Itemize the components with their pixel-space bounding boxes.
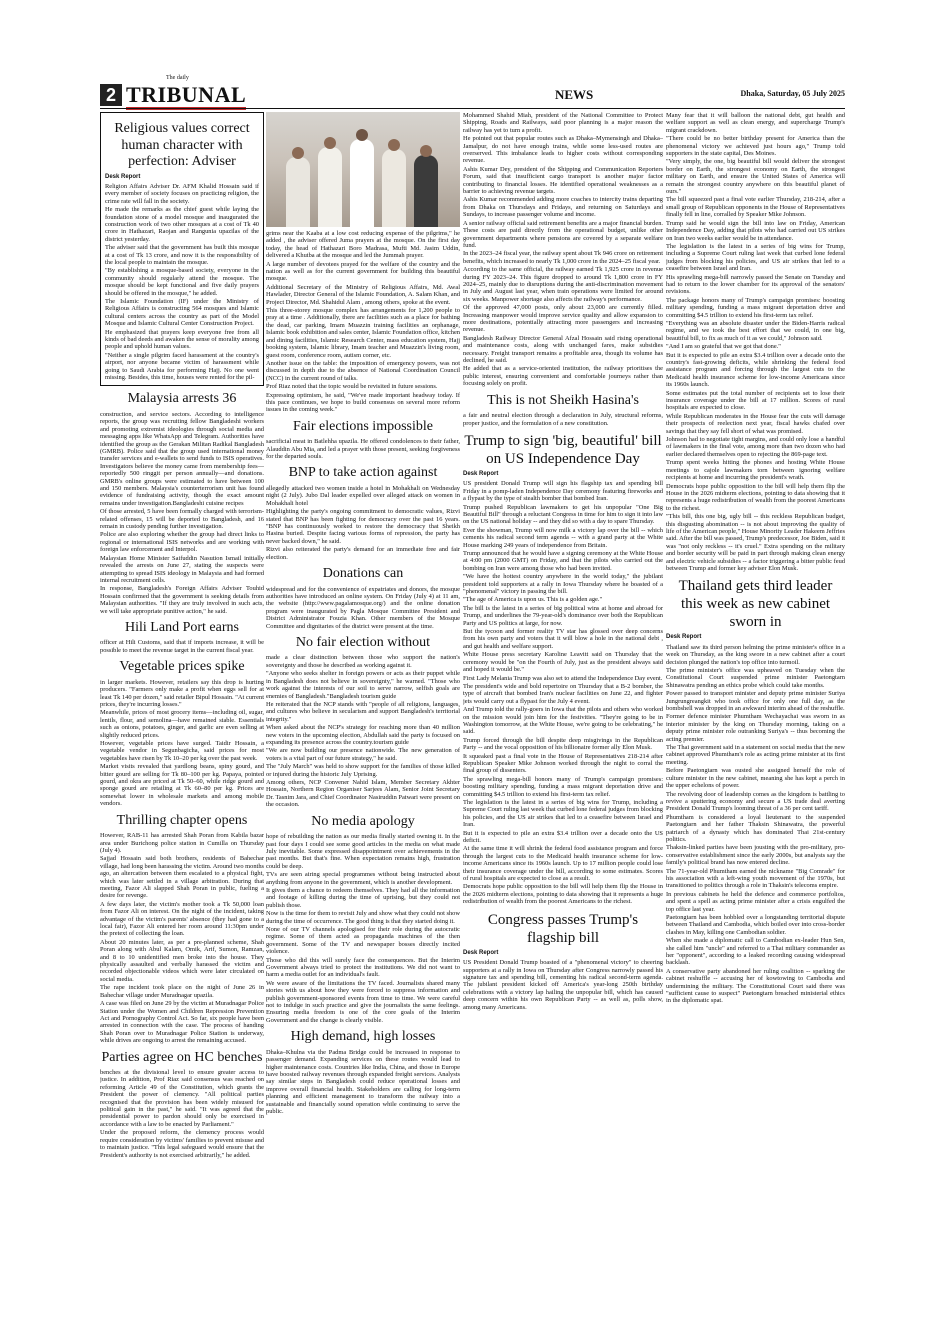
paragraph: "Neither a single pilgrim faced harassment at the country's airport, nor anyone became victim of harassment while going to Saudi Arabia for performing Hajj. No one went missing. Besides, this time, houses were rented for the pil-	[105, 351, 259, 382]
dateline: Dhaka, Saturday, 05 July 2025	[740, 89, 845, 98]
paragraph: First Lady Melania Trump was also set to attend the Independence Day event.	[463, 674, 663, 682]
paragraph: We were aware of the limitations the TV faced. Journalists shared many stories with us about how they were forced to suppress information and publish government-sponsored events from time to time. We were careful not to indulge in such practice and give the journalists the same feelings. Ensuring media freedom is one of the core goals of the Interim Government and the change is clearly visible.	[266, 979, 460, 1024]
paragraph: "We have the hottest country anywhere in the world today," the jubilant president told supporters at a rally in Iowa Thursday where he boasted of a "phenomenal" victory in passing the bill.	[463, 573, 663, 596]
headline: BNP to take action against	[288, 465, 438, 481]
paragraph: Johnson had to negotiate tight margins, and could only lose a handful of lawmakers in the final vote, among more than two dozen who had earlier declared themselves open to rejecting the 869-page text.	[666, 436, 845, 458]
headline: Trump to sign 'big, beautiful' bill on US Independence Day	[464, 432, 662, 467]
paragraph: While Republican moderates in the House fear the cuts will damage their prospects of reelection next year, fiscal hawks chafed over savings that they say fell short of what was promised.	[666, 412, 845, 435]
logo-small-text: The daily	[166, 75, 189, 81]
headline: Donations can	[322, 566, 404, 582]
headline: High demand, high losses	[290, 1029, 436, 1045]
article-body	[100, 1069, 264, 1159]
paragraph: officer at Hili Customs, said that if imports increase, it will be possible to meet the revenue target in the current fiscal year.	[100, 639, 264, 654]
paragraph: Bangladesh Railway Director General Afzal Hossain said rising operational and maintenance costs, along with unchanged fares, make subsidies necessary. Freight transport remains a profitable area, though its volume has declined, he said.	[463, 334, 663, 364]
paragraph: Malaysian Home Minister Saifuddin Nasution Ismail initially revealed the arrests on June 27, stating the suspects were attempting to spread ISIS ideology in Malaysia and had formed internal recruitment cells.	[100, 554, 264, 584]
paragraph: And Trump told the rally-goers in Iowa that the pilots and others who worked on the mission would join him for the festivities. "They're going to be in Washington tomorrow, at the White House, we're going to be celebrating," he said.	[463, 706, 663, 736]
paragraph: a fair and neutral election through a declaration in July, structural reforms, proper justice, and the formulation of a new constitution.	[463, 412, 663, 427]
paragraph: sacrificial meat in Batlehha upazila. He offered condolences to their father, Alauddin Abu Mia, and led a prayer with those present, seeking forgiveness for the departed souls.	[266, 438, 460, 461]
headline: Thailand gets third leader this week as new cabinet sworn in	[678, 578, 833, 631]
article-body	[463, 480, 663, 905]
paragraph: In response, Bangladesh's Foreign Affairs Adviser Touhid Hossain confirmed that the government is seeking details from Malaysian authorities. "If they are truly involved in such acts, we will take appropriate punitive action," he said.	[100, 585, 264, 615]
paragraph: Phumtham is considered a loyal lieutenant to the suspended Paetongtarn and her father Thaksin Shinawatra, the powerful patriarch of a dynasty which has dominated Thai 21st-century politics.	[666, 813, 845, 843]
paragraph: Of the approved 47,000 posts, only about 23,000 are currently filled. Increasing manpower would improve service quality and allow expansion to more destinations, potentially attracting more passengers and increasing revenue.	[463, 304, 663, 334]
headline: Congress passes Trump's flagship bill	[487, 911, 639, 946]
paragraph: Prof Riaz noted that the topic would be revisited in future sessions.	[266, 383, 438, 391]
paragraph: US president Donald Trump will sign his flagship tax and spending bill Friday in a pomp-laden Independence Day ceremony featuring fireworks and a flypast by the type of stealth bomber that bombed Iran.	[463, 480, 663, 503]
paragraph: allegedly attacked two women inside a hotel in Mohakhali on Wednesday night (2 July). Jubo Dal leader expelled over alleged attack on women in Mohakhali hotel	[266, 484, 460, 507]
paragraph: This three-storey mosque complex has arrangements for 1,200 people to pray at a time . Additionally, there are facilities such as a place for bathing the dead, car parking, Imam Muazzin training facilities an orphanage, Islamic book exhibition and sales center, Islamic Foundation office, kitchen and dining facilities, Islamic Research Center, mass education system, Hajj booking system, Islamic library, Imam teacher and Muazzin's living room, guest room, conference room, autism corner, etc.	[266, 307, 460, 359]
article-body	[105, 183, 259, 382]
paragraph: widespread and for the convenience of expatriates and donors, the mosque authorities have introduced an online system. On Friday (July 4) at 11 am, the website (http://www.pagalamosque.org/) and the online donation program were inaugurated by Pagla Mosque Committee President and District Administrator Fouzia Khan. Other members of the Mosque Committee and dignitaries of the district were present at the time.	[266, 585, 460, 630]
paragraph: However, RAB-11 has arrested Shah Poran from Kabila bazar area under Burichong police station in Cumilla on Thursday (July 4).	[100, 832, 264, 854]
paragraph: But it is expected to pile an extra $3.4 trillion over a decade onto the US deficit.	[463, 829, 663, 845]
paragraph: The 71-year-old Phumtham earned the nickname "Big Comrade" for his association with a left-wing youth movement of the 1970s, but transitioned to politics through a role in Thaksin's telecoms empire.	[666, 867, 845, 890]
paragraph: The adviser said that the government has built this mosque at a cost of Tk 13 crore, and now it is the responsibility of the local people to maintain the mosque.	[105, 244, 259, 266]
paragraph: The prime minister's office was upheaved on Tuesday when the Constitutional Court suspended prime minister Paetongtarn Shinawatra pending an ethics probe which could take months.	[666, 667, 845, 689]
paragraph: A case was filed on June 29 by the victim at Muradnagar Police Station under the Women and Children Repression Prevention Act and Pornography Control Act. So far, six people have been arrested in connection with the case. The process of handing Shah Poran over to Muradnagar Police Station is underway, while drives are ongoing to arrest the remaining accused.	[100, 1000, 264, 1045]
headline: Vegetable prices spike	[119, 659, 245, 675]
article-trump-sign	[463, 432, 663, 906]
paragraph: "We are now building our presence nationwide. The new generation of voters is a vital part of our future strategy," he said.	[266, 747, 460, 762]
paragraph: Market visits revealed that yardlong beans, spiny gourd, and bitter gourd are selling for Tk 80–100 per kg. Papaya, pointed gourd, and okra are priced at Tk 50–60, while ridge gourd and sponge gourd are retailing at Tk 60–80 per kg. Prices are somewhat lower in wholesale markets and among mobile vendors.	[100, 763, 264, 808]
article-parties-continued	[266, 360, 460, 414]
paragraph: Another issue on the table: the imposition of emergency powers, was not discussed in depth due to the absence of National Coordination Council (NCC) in the current round of talks.	[266, 359, 460, 382]
paragraph: Trump announced that he would have a signing ceremony at the White House at 4:00 pm (2000 GMT) on Friday, and that the pilots who carried out the bombing on Iran were among those who had been invited.	[463, 550, 663, 572]
paragraph: The bill is the latest in a series of big political wins at home and abroad for Trump, and underlines the 79-year-old's dominance over both the Republican Party and US politics at large, for now.	[463, 604, 663, 627]
column-2	[266, 112, 460, 1316]
headline: Fair elections impossible	[293, 418, 433, 434]
article-hili	[100, 620, 264, 654]
article-no-fair-election	[266, 635, 460, 809]
article-body	[266, 654, 460, 808]
article-body	[666, 644, 845, 1005]
page-number: 2	[100, 84, 122, 106]
paragraph: Ashis Kumar Dey, president of the Shipping and Communication Reporters Forum, said that insufficient cargo transport is another major factor contributing to financial losses. He identified operational weaknesses as a barrier to achieving revenue targets.	[463, 165, 663, 196]
paragraph: The package honors many of Trump's campaign promises: boosting military spending, funding a mass migrant deportation drive and committing $4.5 trillion to extend his first-term tax relief.	[666, 296, 845, 319]
paragraph: "There could be no better birthday present for America than the phenomenal victory we achieved just hours ago," Trump told supporters in the state capital, Des Moines.	[666, 135, 845, 158]
paragraph: According to the same official, the railway earned Tk 1,925 crore in revenue during FY 2023–24. This figure dropped to around Tk 1,800 crore in FY 2024–25, mainly due to disruptions during the anti-discrimination movement in July and August last year, when train operations were limited for around six weeks. Manpower shortage also affects the railway's performance.	[463, 266, 663, 303]
paragraph: Thailand saw its third person helming the prime minister's office in a week on Thursday, as the king swore in a new cabinet after a court decision plunged the nation's top office into turmoil.	[666, 643, 845, 666]
paragraph: Under the proposed reform, the clemency process would require consideration by victims' families to prevent misuse and to maintain justice. "This legal safeguard would ensure that the President's authority is not exercised arbitrarily," he added.	[100, 1129, 264, 1159]
paragraph: A senior railway official said retirement benefits are a major financial burden. These costs are paid directly from the operational budget, unlike other government departments where pensions are covered by a separate welfare fund.	[463, 219, 663, 249]
paragraph: benches at the divisional level to ensure greater access to justice. In addition, Prof Riaz said consensus was reached on reforming Article 49 of the Constitution, which grants the President the power of clemency. "All political parties recognised that the provision has been widely misused for political gain in the past," he said. "It was agreed that the presidential power to pardon should only be exercised in accordance with a law to be enacted by Parliament."	[100, 1069, 264, 1128]
headline: Hili Land Port earns	[125, 619, 239, 635]
paragraph: The president's wide and bold repertoire on Thursday that a B-2 bomber, the type of aircraft that bombed Iran's nuclear facilities on June 22, and fighter jets would carry out a flypast for the July 4 event.	[463, 682, 663, 705]
article-congress-passes	[463, 911, 663, 1011]
headline: Parties agree on HC benches	[101, 1049, 263, 1065]
paragraph: Religion Affairs Adviser Dr. AFM Khalid Hossain said if every member of society focuses on practicing religion, the crime rate will fall in the society.	[105, 182, 259, 205]
paragraph: "Very simply, the one, big beautiful bill would deliver the strongest border on Earth, the strongest economy on Earth, the strongest military on Earth, and ensure the United States of America will remain the strongest country anywhere on this beautiful planet of ours."	[666, 158, 845, 196]
article-fair-elections	[266, 419, 460, 461]
paragraph: "The age of America is upon us. This is a golden age."	[463, 596, 603, 604]
article-high-demand-continued	[463, 112, 663, 388]
paragraph: "And I am so grateful that we got that done."	[666, 343, 781, 351]
paragraph: Those who did this will surely face the consequences. But the Interim Government always tried to protect the institutions. We did not want to harm a media outlet for an individual's fault.	[266, 956, 460, 979]
article-religious-continued	[266, 230, 460, 359]
paragraph: The rape incident took place on the night of June 26 in Bahechar village under Muradnagar upazila.	[100, 984, 264, 999]
paragraph: Among others, NCP Convener Nahid Islam, Member Secretary Akhter Hossain, Northern Region Organiser Sarjees Alam, Senior Joint Secretary Dr. Tasnim Jara, and Chief Coordinator Nasiruddin Patwari were present on the occasion.	[266, 778, 460, 809]
paragraph: Now is the time for them to revisit July and show what they could not show during the time of occurrence. The good thing is that they started doing it.	[266, 910, 460, 925]
article-body	[266, 438, 460, 460]
paragraph: His sprawling mega-bill narrowly passed the Senate on Tuesday and had to return to the lower chamber for its approval of the senators' revisions.	[666, 273, 845, 296]
paragraph: It gives them a chance to redeem themselves. They had all the information and footage of killing during the time of uprising, but they could not publish those.	[266, 886, 460, 909]
paragraph: hope of rebuilding the nation as our media finally started owning it. In the past four days I could see some good articles in the media on what made July inevitable. Some expressed disappointment over achievements in the past months. But that's fine. When expectation remains high, frustration could be deep.	[266, 833, 460, 870]
article-parties	[100, 1050, 264, 1159]
article-thailand	[666, 577, 845, 1005]
byline: Desk Report	[463, 949, 499, 956]
byline: Desk Report	[105, 173, 141, 180]
paragraph: Ashis Kumar recommended adding more coaches to intercity trains departing from Dhaka on Thursdays and Fridays, and returning on Saturdays and Sundays, to increase passenger volume and income.	[463, 196, 663, 219]
paragraph: Expressing optimism, he said, "We've made important headway today. If this pace continues, we hope to build consensus on several more reform issues in the coming week."	[266, 391, 460, 414]
paragraph: "Anyone who seeks shelter in foreign powers or acts as their puppet while in Bangladesh does not believe in sovereignty," he warned. "Those who work against the interests of our soil to serve narrow, selfish goals are enemies of Bangladesh."Bangladesh tourism guide	[266, 670, 460, 700]
article-body	[266, 833, 460, 1024]
column-3	[463, 112, 663, 1316]
paragraph: The revolving door of leadership comes as the kingdom is battling to revive a sputtering economy and secure a US trade deal averting President Donald Trump's looming threat of a 36 per cent tariff.	[666, 790, 845, 813]
paragraph: In previous cabinets he held the defence and commerce portfolios, and spent a spell as acting prime minister after a crisis engulfed the top office last year.	[666, 890, 845, 913]
paragraph: At the same time it will shrink the federal food assistance program and force through the largest cuts to the Medicaid health insurance scheme for low-income Americans since its 1960s launch. Up to 17 million people could lose their insurance coverage under the bill, according to some estimates. Scores of rural hospitals are expected to close as a result.	[463, 845, 663, 883]
paragraph: made a clear distinction between those who support the nation's sovereignty and those he described as working against it.	[266, 654, 460, 669]
article-body	[266, 1049, 460, 1116]
article-body	[100, 679, 264, 808]
paragraph: in larger markets. However, retailers say this drop is hurting producers. "Farmers only make a profit when eggs sell for at least Tk 140 per dozen," said retailer Bipul Hossain. "At current prices, they're incurring losses."	[100, 678, 264, 708]
paragraph: The sprawling mega-bill honors many of Trump's campaign promises: boosting military spending, funding a mass migrant deportation drive and committing $4.5 trillion to extend his first-term tax relief.	[463, 775, 663, 798]
article-body	[463, 959, 663, 1011]
paragraph: TVs are seen airing special programmes without being instructed about anything from anyone in the government, which is another development.	[266, 871, 460, 886]
paragraph: A large number of devotees prayed for the welfare of the country and the nation as well as for the current government for building this beautiful mosque.	[266, 260, 460, 283]
paragraph: construction, and service sectors. According to intelligence reports, the group was recruiting fellow Bangladeshi workers and promoting extremist ideologies through social media and messaging apps like WhatsApp and Telegram. Authorities have identified the group as the Gerakan Militan Radikal Bangladesh (GMRB). Police said that the group used international money transfer services and e-wallets to send funds to ISIS operatives. Investigators believe the money came from membership fees—reportedly 500 ringgit per person annually—and donations. GMRB's online groups were estimated to have between 100 and 150 members. Malaysia's counterterrorism unit has found evidence of fundraising activity, though the exact amount remains under investigation.Bangladeshi cuisine recipes	[100, 410, 264, 507]
article-high-demand	[266, 1029, 460, 1115]
paragraph: About 20 minutes later, as per a pre-planned scheme, Shah Poran along with Abul Kalam, Omik, Arif, Sumon, Ramzan, and 8 to 10 unidentified men broke into the house. They physically assaulted and verbally harassed the victim and recorded objectionable videos which were later circulated on social media.	[100, 938, 264, 983]
paragraph: Some estimates put the total number of recipients set to lose their insurance coverage under the bill at 17 million. Scores of rural hospitals are expected to close.	[666, 389, 845, 412]
headline: Religious values correct human character with perfection: Adviser	[114, 121, 250, 169]
article-no-media	[266, 814, 460, 1025]
paragraph: Democrats hope public opposition to the bill will help them flip the House in the 2026 midterm elections, pointing to data showing that it represents a huge redistribution of wealth from the poorest Americans to the richest.	[463, 883, 663, 906]
article-congress-passes-continued	[666, 112, 845, 572]
paragraph: "Everything was an absolute disaster under the Biden-Harris radical regime, and we took the best effort that we could, in one big, beautiful bill, to fix as much of it as we could," Johnson said.	[666, 319, 845, 342]
paragraph: When asked about the NCP's strategy for reaching more than 40 million new voters in the upcoming election, Abdullah said the party is focused on expanding its presence across the country.tourism guide	[266, 724, 460, 746]
paragraph: He pointed out that popular routes such as Dhaka–Mymensingh and Dhaka–Jamalpur, do not have enough trains, while some less-used routes are overserved. This imbalance leads to higher costs without corresponding revenue.	[463, 135, 663, 165]
paragraph: Many fear that it will balloon the national debt, gut health and welfare support as well as clean energy, and supercharge Trump's migrant crackdown.	[666, 112, 845, 134]
paragraph: In the 2023–24 fiscal year, the railway spent about Tk 946 crore on retirement benefits, which increased to nearly Tk 1,000 crore in the 2024–25 fiscal year.	[463, 250, 663, 265]
paragraph: Trump spent weeks hitting the phones and hosting White House meetings to cajole lawmakers torn between ignoring welfare recipients at home and incurring the president's wrath.	[666, 459, 845, 482]
paragraph: Trump pushed Republican lawmakers to get his unpopular "One Big Beautiful Bill" through a reluctant Congress in time for him to sign it into law on the US national holiday -- and they did so with a day to spare Thursday.	[463, 503, 663, 526]
paragraph: Trump said he would sign the bill into law on Friday, American Independence Day, adding that pilots who had carried out US strikes on Iran two weeks earlier would be in attendance.	[666, 219, 845, 242]
masthead	[100, 75, 845, 107]
paragraph: US President Donald Trump boasted of a "phenomenal victory" to cheering supporters at a rally in Iowa on Thursday after Congress narrowly passed his signature tax and spending bill, cementing his radical second-term agenda. The jubilant president kicked off America's year-long 250th birthday celebrations with a victory lap hailing the unpopular bill, which has caused deep concern within his own Republican Party -- as well as, polls show, among many Americans.	[463, 959, 663, 1011]
paragraph: Meanwhile, prices of most grocery items—including oil, sugar, lentils, flour, and semolina—have remained stable. Essentials such as onions, potatoes, ginger, and garlic are even selling at slightly reduced prices.	[100, 709, 264, 739]
paragraph: It squeaked past a final vote in the House of Representatives 218-214 after Republican Speaker Mike Johnson worked through the night to corral the final group of dissenters.	[463, 752, 663, 775]
paragraph: grims near the Kaaba at a low cost reducing expense of the pilgrims," he added , the adviser offered Juma prayers at the mosque. On the first day today, the head of Hathazari Boro Madrasa, Mufti Md. Jasim Uddin, delivered a Khutba at the mosque and led the Jummah prayer.	[266, 230, 460, 260]
logo-text: TRIBUNAL	[126, 82, 246, 110]
paragraph: When she made a diplomatic call to Cambodian ex-leader Hun Sen, she called him "uncle" and referred to a Thai military commander as her "opponent", according to a leaked recording causing widespread backlash.	[666, 937, 845, 967]
paragraph: He emphasized that prayers keep everyone free from all kinds of bad deeds and awaken the sense of morality among people and uphold human values.	[105, 328, 259, 351]
paragraph: But the tycoon and former reality TV star has glossed over deep concerns from his own party and voters that it will blow a hole in the national debt , and gut health and welfare support.	[463, 628, 663, 650]
section-name: NEWS	[555, 87, 594, 102]
article-thrilling	[100, 813, 264, 1045]
paragraph: He added that as a service-oriented institution, the railway prioritises the public interest, ensuring convenient and comfortable journeys rather than focusing solely on profit.	[463, 365, 663, 388]
paragraph: The Thai government said in a statement on social media that the new cabinet approved Phumtham's role as acting prime minister at its first meeting.	[666, 744, 845, 766]
paragraph: Dhaka–Khulna via the Padma Bridge could be increased in response to passenger demand. Expanding services on these routes would lead to higher maintenance costs. Countries like India, China, and those in Europe have boosted railway revenues through expanded freight services. Analysts say similar steps in Bangladesh could reduce operational losses and improve overall financial health. Stakeholders are calling for long-term planning and efficient management to transform the railway into a sustainable and financially sound operation while continuing to serve the public.	[266, 1048, 460, 1115]
paragraph: The "July March" was held to show support for the families of those killed or injured during the historic July Uprising.	[266, 763, 460, 778]
paragraph: However, vegetable prices have surged. Taidir Hossain, a vegetable vendor in Segunbagicha, said prices for most vegetables have risen by Tk 10–20 per kg over the past week.	[100, 740, 264, 762]
article-body	[100, 411, 264, 615]
article-body	[266, 485, 460, 561]
paragraph: "By establishing a mosque-based society, everyone in the community should regularly attend the mosque. The mosque should be kept functional and five daily prayers should be offered in the mosque," he added.	[105, 267, 259, 297]
paragraph: He reiterated that the NCP stands with "people of all religions, languages, and cultures who believe in secularism and support Bangladesh's territorial integrity."	[266, 700, 460, 723]
paragraph: Trump forced through the bill despite deep misgivings in the Republican Party -- and the vocal opposition of his billionaire former ally Elon Musk.	[463, 736, 663, 752]
paragraph: Additional Secretary of the Ministry of Religious Affairs, Md. Awal Hawlader, Director General of the Islamic Foundation, A. Salam Khan, and Project Director, Md. Shahidul Alam , among others, spoke at the event.	[266, 283, 460, 306]
paragraph: None of our TV channels apologised for their role during the autocratic regime. Some of them acted as propaganda machines of the then government. Some of the TV and newspaper bosses directly incited violence.	[266, 925, 460, 956]
paragraph: Power passed to transport minister and deputy prime minister Suriya Jungrungreangkit who took office for only one full day, as the bombshell was dropped in an awkward interim ahead of the reshuffle.	[666, 690, 845, 713]
article-religious	[100, 112, 264, 386]
paragraph: Police are also exploring whether the group had direct links to regional or international ISIS networks and are working with foreign law enforcement and Interpol.	[100, 531, 264, 554]
article-not-hasina	[463, 393, 663, 427]
column-1	[100, 112, 264, 1316]
paragraph: A few days later, the victim's mother took a Tk 50,000 loan from Fazor Ali on interest. On the night of the incident, taking advantage of the victim's parents' absence (they had gone to a local fair), Fazor Ali entered her room around 11:30pm under the pretext of collecting the loan.	[100, 900, 264, 938]
article-body	[266, 586, 460, 630]
byline: Desk Report	[666, 634, 702, 641]
headline: Malaysia arrests 36	[127, 391, 237, 407]
paragraph: Of those arrested, 5 have been formally charged with terrorism-related offenses, 15 will be deported to Bangladesh, and 16 remain in custody pending further investigation.	[100, 508, 264, 531]
column-4	[666, 112, 845, 1316]
article-body	[100, 832, 264, 1044]
paragraph: Ever the showman, Trump will now milk a victory lap over the bill -- which cements his radical second term agenda -- with a grand party at the White House marking 249 years of independence from Britain.	[463, 526, 663, 549]
article-body	[463, 412, 663, 427]
paragraph: The legislation is the latest in a series of big wins for Trump, including a Supreme Court ruling last week that curbed lone federal judges from blocking his policies, and US air strikes that led to a ceasefire between Israel and Iran.	[666, 242, 845, 273]
article-bnp	[266, 465, 460, 561]
paragraph: White House press secretary Karoline Leavitt said on Thursday that the ceremony would be "on the Fourth of July, just as the president always said and hoped it would be."	[463, 651, 663, 674]
article-vegetable	[100, 659, 264, 807]
paragraph: The legislation is the latest in a series of big wins for Trump, including a Supreme Court ruling last week that curbed lone federal judges from blocking his policies, and the US air strikes that led to a ceasefire between Israel and Iran.	[463, 799, 663, 829]
headline: No fair election without	[295, 634, 431, 650]
article-malaysia	[100, 391, 264, 614]
paragraph: Former defence minister Phumtham Wechayachai was sworn in as interior minister by the king on Thursday morning, taking on a deputy prime minister role outranking Suriya's -- thus becoming the acting premier.	[666, 713, 845, 743]
headline: No media apology	[311, 813, 415, 829]
article-donations	[266, 566, 460, 630]
paragraph: Highlighting the party's ongoing commitment to democratic values, Rizvi stated that BNP has been fighting for democracy over the past 16 years. "BNP has continuously worked to restore the democracy that Sheikh Hasina buried. Despite facing various forms of repression, the party has never backed down," he said.	[266, 508, 460, 545]
paragraph: The Islamic Foundation (IF) under the Ministry of Religious Affairs is constructing 564 mosques and Islamic cultural centers across the country as part of the Model Mosque and Islamic Cultural Center Construction Project.	[105, 298, 259, 328]
paragraph: A conservative party abandoned her ruling coalition -- sparking the cabinet reshuffle -- accusing her of kowtowing to Cambodia and undermining the military. The Constitutional Court said there was "sufficient cause to suspect" Paetongtarn breached ministerial ethics in the diplomatic spat.	[666, 967, 845, 1005]
article-body	[100, 639, 264, 654]
byline: Desk Report	[463, 470, 499, 477]
paragraph: "This bill, this one big, ugly bill -- this reckless Republican budget, this disgusting abomination -- is not about improving the quality of life of the American people," House Minority Leader Hakeem Jeffries said. After the bill was passed, Trump's predecessor, Joe Biden, said it was "not only reckless -- it's cruel." Extra spending on the military and border security will be paid in part through making clean energy and electric vehicle subsidies -- a factor triggering a bitter public feud between Trump and former key adviser Elon Musk.	[666, 513, 845, 572]
paragraph: Before Paetongtarn was ousted she assigned herself the role of culture minister in the new cabinet, meaning she has kept a perch in the upper echelons of power.	[666, 767, 845, 790]
paragraph: Thaksin-linked parties have been jousting with the pro-military, pro-conservative establishment since the early 2000s, but analysts say the family's political brand has now entered decline.	[666, 844, 845, 867]
newspaper-logo	[126, 75, 247, 108]
paragraph: Rizvi also reiterated the party's demand for an immediate free and fair election.	[266, 546, 460, 561]
paragraph: The bill squeezed past a final vote earlier Thursday, 218-214, after a small group of Republican opponents in the House of Representatives finally fell in line, corralled by Speaker Mike Johnson.	[666, 196, 845, 219]
paragraph: Sajjad Hossain said both brothers, residents of Bahechar village, had long been harassing the victim. Around two months ago, an altercation between them escalated to a physical fight, which was later settled in a village arbitration. During that meeting, Fazor Ali slapped Shah Poran in public, fueling a desire for revenge.	[100, 855, 264, 900]
paragraph: Paetongtarn has been hobbled over a longstanding territorial dispute between Thailand and Cambodia, which boiled over into cross-border clashes in May, killing one Cambodian soldier.	[666, 914, 845, 936]
paragraph: Mohammed Shahid Miah, president of the National Committee to Protect Shipping, Roads and Railways, said poor planning is a major reason the railway has yet to turn a profit.	[463, 112, 663, 134]
paragraph: Democrats hope public opposition to the bill will help them flip the House in the 2026 midterm elections, pointing to data showing that it represents a huge redistribution of wealth from the poorest Americans to the richest.	[666, 482, 845, 512]
paragraph: He made the remarks as the chief guest while laying the foundation stone of a model mosque and inaugurated the construction work of two other mosques at a cost of Tk 40 crore in Hathazari, Raojan and Rangunia upazilas of the district yesterday.	[105, 206, 259, 243]
headline: This is not Sheikh Hasina's	[487, 392, 639, 408]
masthead-rule	[100, 108, 845, 109]
headline: Thrilling chapter opens	[116, 812, 248, 828]
news-photo	[266, 112, 460, 227]
paragraph: But it is expected to pile an extra $3.4 trillion over a decade onto the country's fast-growing deficits, while shrinking the federal food assistance program and forcing through the largest cuts to the Medicaid health insurance scheme for low-income Americans since its 1960s launch.	[666, 351, 845, 389]
